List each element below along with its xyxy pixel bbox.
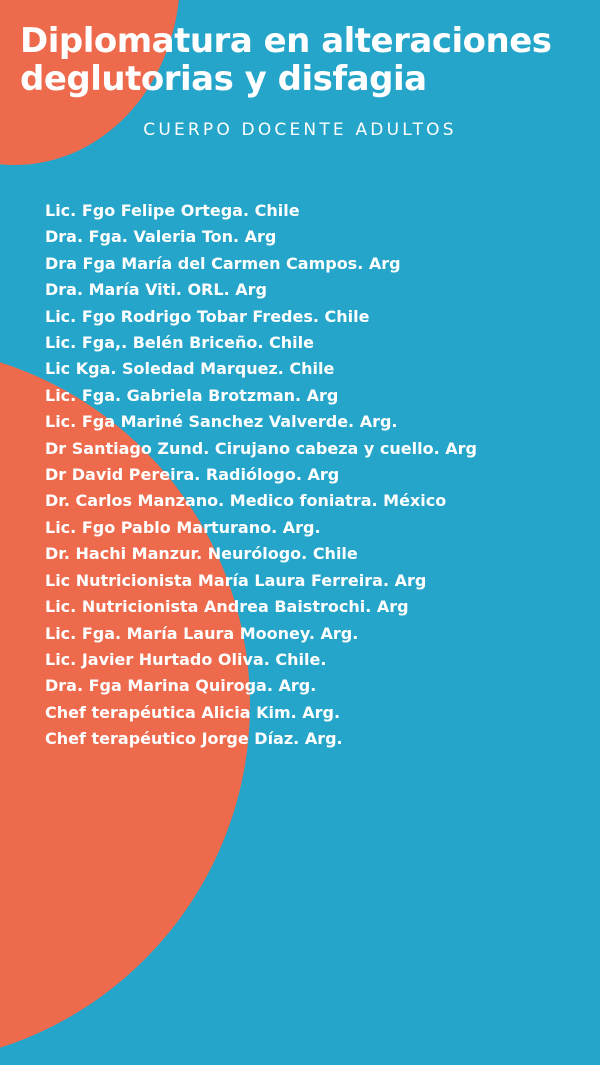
faculty-item: Lic. Fgo Rodrigo Tobar Fredes. Chile bbox=[45, 306, 370, 326]
faculty-item: Lic. Fga. Gabriela Brotzman. Arg bbox=[45, 385, 339, 405]
title-line-2: deglutorias y disfagia bbox=[20, 59, 427, 99]
title-line-1: Diplomatura en alteraciones bbox=[20, 21, 552, 61]
faculty-item: Lic. Javier Hurtado Oliva. Chile. bbox=[45, 649, 327, 669]
faculty-item: Dr. Hachi Manzur. Neurólogo. Chile bbox=[45, 544, 358, 564]
faculty-item: Lic. Fgo Felipe Ortega. Chile bbox=[45, 201, 300, 220]
faculty-item: Dra. Fga. Valeria Ton. Arg bbox=[45, 227, 277, 247]
faculty-item: Dra. María Viti. ORL. Arg bbox=[45, 280, 267, 300]
faculty-item: Lic. Fgo Pablo Marturano. Arg. bbox=[45, 517, 321, 537]
subtitle: CUERPO DOCENTE ADULTOS bbox=[143, 120, 457, 140]
faculty-item: Chef terapéutico Jorge Díaz. Arg. bbox=[45, 729, 343, 749]
faculty-item: Dr Santiago Zund. Cirujano cabeza y cuello. Arg bbox=[45, 438, 477, 458]
faculty-item: Lic Kga. Soledad Marquez. Chile bbox=[45, 359, 335, 379]
faculty-item: Lic. Fga,. Belén Briceño. Chile bbox=[45, 333, 314, 353]
faculty-item: Dr. Carlos Manzano. Medico foniatra. México bbox=[45, 491, 447, 511]
faculty-item: Dra. Fga Marina Quiroga. Arg. bbox=[45, 676, 317, 696]
faculty-item: Lic. Nutricionista Andrea Baistrochi. Arg bbox=[45, 597, 409, 617]
faculty-list bbox=[45, 198, 595, 753]
faculty-item: Lic. Fga Mariné Sanchez Valverde. Arg. bbox=[45, 412, 398, 432]
faculty-item: Chef terapéutica Alicia Kim. Arg. bbox=[45, 702, 341, 722]
faculty-item: Dra Fga María del Carmen Campos. Arg bbox=[45, 253, 401, 273]
faculty-item: Dr David Pereira. Radiólogo. Arg bbox=[45, 465, 340, 485]
faculty-item: Lic Nutricionista María Laura Ferreira. Arg bbox=[45, 570, 427, 590]
page-title bbox=[20, 22, 595, 98]
faculty-item: Lic. Fga. María Laura Mooney. Arg. bbox=[45, 623, 359, 643]
